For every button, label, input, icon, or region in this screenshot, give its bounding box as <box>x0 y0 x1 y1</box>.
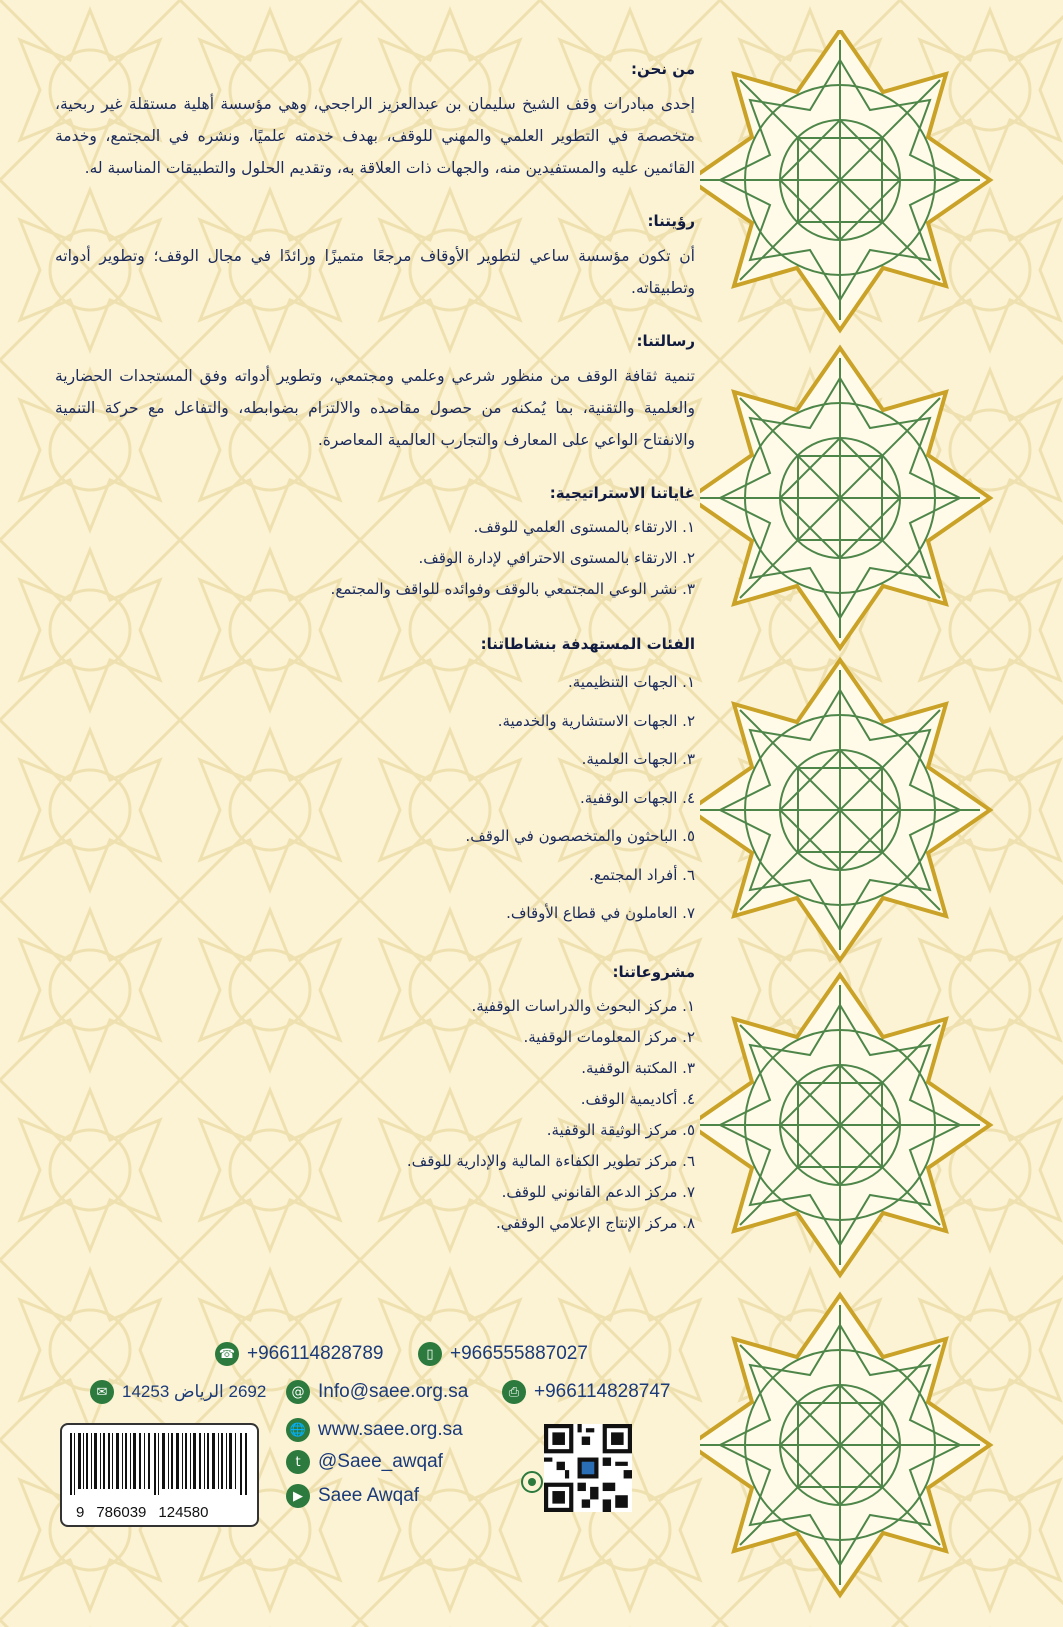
list-item: ٢. الجهات الاستشارية والخدمية. <box>497 711 695 730</box>
qr-code[interactable] <box>544 1424 632 1512</box>
phone-icon: ☎ <box>215 1342 239 1366</box>
barcode-digits <box>76 1504 208 1521</box>
vision-title: رؤيتنا: <box>647 212 695 230</box>
pobox-text: 2692 الرياض 14253 <box>122 1382 267 1401</box>
about-text: إحدى مبادرات وقف الشيخ سليمان بن عبدالعزيز الراجحي، وهي مؤسسة أهلية مستقلة غير ربحية، متخصصة في التطوير العلمي والمهني للوقف، بهدف خدمته علميًا، ونشره في المجتمع، وخدمة القائمين عليه والمستفيدين منه، والجهات ذات العلاقة به، وتقديم الحلول والتطبيقات المناسبة له. <box>55 95 695 177</box>
isbn-barcode <box>60 1423 259 1527</box>
list-item: ١. الارتقاء بالمستوى العلمي للوقف. <box>473 518 695 536</box>
website-url: www.saee.org.sa <box>318 1419 463 1440</box>
list-item: ٦. أفراد المجتمع. <box>589 865 695 884</box>
mobile-icon: ▯ <box>418 1342 442 1366</box>
youtube-icon: ▶ <box>286 1484 310 1508</box>
globe-icon: 🌐 <box>286 1418 310 1442</box>
contact-website[interactable] <box>286 1418 463 1442</box>
barcode-bars <box>70 1433 250 1495</box>
contact-youtube[interactable] <box>286 1484 419 1508</box>
mailbox-icon: ✉ <box>90 1380 114 1404</box>
list-item: ٣. نشر الوعي المجتمعي بالوقف وفوائده للواقف والمجتمع. <box>330 580 695 598</box>
contact-pobox <box>90 1380 266 1404</box>
barcode-digit-group1: 786039 <box>96 1504 147 1521</box>
contact-phone[interactable] <box>215 1342 384 1366</box>
list-item: ٤. الجهات الوقفية. <box>580 788 695 807</box>
seal-icon <box>520 1470 544 1494</box>
list-item: ٤. أكاديمية الوقف. <box>580 1089 695 1108</box>
goals-title: غاياتنا الاستراتيجية: <box>549 484 695 502</box>
fax-icon: ⎙ <box>502 1380 526 1404</box>
list-item: ٨. مركز الإنتاج الإعلامي الوقفي. <box>496 1213 695 1232</box>
mission-text: تنمية ثقافة الوقف من منظور شرعي وعلمي ومجتمعي، وتطوير أدواته وفق المستجدات الحضارية والعلمية والتقنية، بما يُمكنه من حصول مقاصده والالتزام بضوابطه، والتفاعل مع حركة التنمية والانفتاح الواعي على المعارف والتجارب العالمية المعاصرة. <box>55 367 695 449</box>
contact-fax[interactable] <box>502 1380 671 1404</box>
email-icon: @ <box>286 1380 310 1404</box>
contact-mobile[interactable] <box>418 1342 588 1366</box>
twitter-handle: @Saee_awqaf <box>318 1451 443 1472</box>
list-item: ٢. الارتقاء بالمستوى الاحترافي لإدارة الوقف. <box>418 549 695 567</box>
barcode-digit-group2: 124580 <box>158 1504 209 1521</box>
vision-text: أن تكون مؤسسة ساعي لتطوير الأوقاف مرجعًا متميزًا ورائدًا في مجال الوقف؛ وتطوير أدواته وتطبيقاته. <box>55 247 695 297</box>
list-item: ٦. مركز تطوير الكفاءة المالية والإدارية للوقف. <box>406 1151 695 1170</box>
mobile-number: +966555887027 <box>450 1343 588 1364</box>
contact-twitter[interactable] <box>286 1450 443 1474</box>
about-title: من نحن: <box>631 60 695 78</box>
list-item: ٣. الجهات العلمية. <box>581 750 695 768</box>
projects-title: مشروعاتنا: <box>612 962 695 981</box>
list-item: ٥. الباحثون والمتخصصون في الوقف. <box>465 827 695 845</box>
targets-title: الفئات المستهدفة بنشاطاتنا: <box>480 635 695 653</box>
barcode-digit-prefix: 9 <box>76 1504 85 1521</box>
list-item: ١. الجهات التنظيمية. <box>567 673 695 691</box>
goals-list <box>55 512 695 605</box>
list-item: ٧. العاملون في قطاع الأوقاف. <box>506 904 695 922</box>
youtube-channel: Saee Awqaf <box>318 1485 420 1506</box>
mission-title: رسالتنا: <box>636 332 695 350</box>
main-content <box>55 60 695 1269</box>
targets-list <box>55 663 695 933</box>
phone-number: +966114828789 <box>247 1343 384 1364</box>
list-item: ١. مركز البحوث والدراسات الوقفية. <box>471 996 695 1015</box>
projects-list <box>55 991 695 1239</box>
list-item: ٣. المكتبة الوقفية. <box>581 1058 695 1077</box>
email-address: Info@saee.org.sa <box>318 1381 469 1402</box>
list-item: ٢. مركز المعلومات الوقفية. <box>523 1027 695 1046</box>
twitter-icon: t <box>286 1450 310 1474</box>
list-item: ٥. مركز الوثيقة الوقفية. <box>546 1120 695 1139</box>
decorative-star-column <box>700 30 1063 1627</box>
list-item: ٧. مركز الدعم القانوني للوقف. <box>501 1182 695 1201</box>
contact-email[interactable] <box>286 1380 468 1404</box>
fax-number: +966114828747 <box>534 1381 671 1402</box>
